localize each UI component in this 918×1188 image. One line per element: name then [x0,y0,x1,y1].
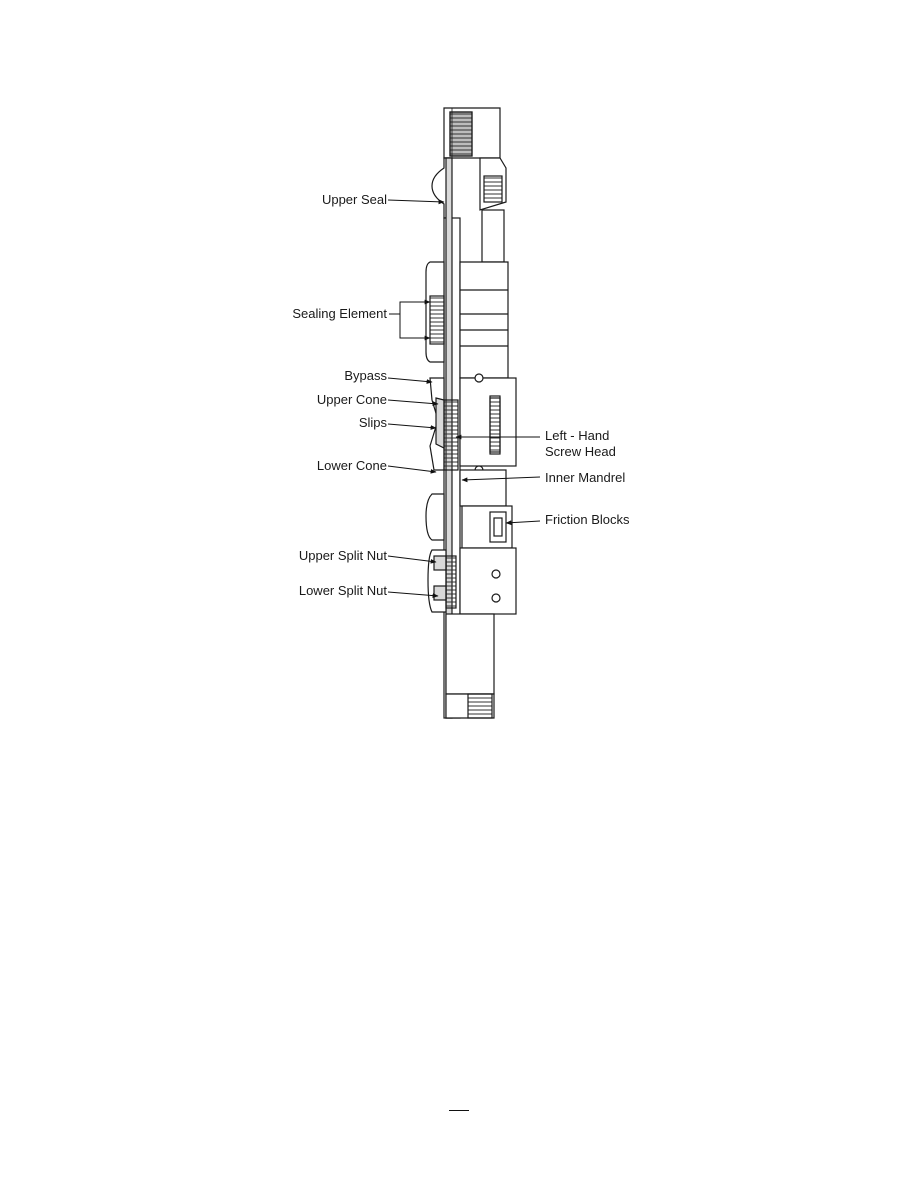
tool-body [426,108,516,718]
label-left-hand-line2: Screw Head [545,444,616,459]
label-left-hand-line1: Left - Hand [545,428,610,443]
label-friction-blocks: Friction Blocks [545,512,630,527]
label-bypass: Bypass [344,368,387,383]
label-sealing-element: Sealing Element [292,306,387,321]
label-slips: Slips [358,415,387,430]
label-upper-split-nut: Upper Split Nut [298,548,387,563]
label-lower-split-nut: Lower Split Nut [298,583,387,598]
label-upper-cone: Upper Cone [316,392,387,407]
label-inner-mandrel: Inner Mandrel [545,470,626,485]
label-upper-seal: Upper Seal [321,192,387,207]
page-number-rule [449,1110,469,1111]
label-left-hand-screw-head [545,428,616,460]
label-lower-cone: Lower Cone [316,458,387,473]
